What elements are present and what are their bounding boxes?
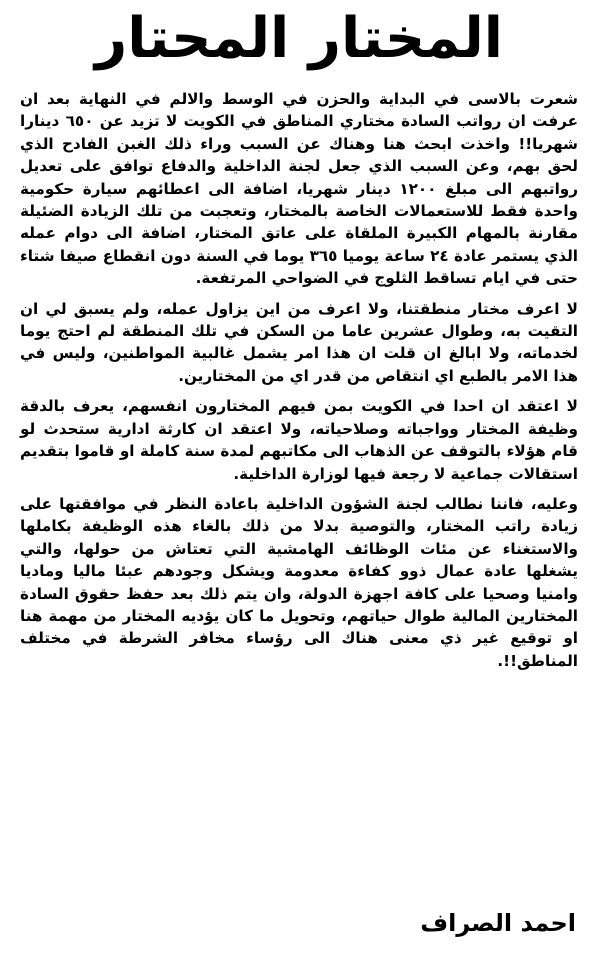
article-paragraph-3: لا اعتقد ان احدا في الكويت بمن فيهم المختارون انفسهم، يعرف بالدقة وظيفة المختار وواجباته وصلاحياته، ولا اعتقد ان كارثة ادارية ستحدث لو قام هؤلاء بالتوقف عن الذهاب الى مكاتبهم لمدة سنة كاملة او قاموا بتقديم استقالات جماعية لا رجعة فيها لوزارة الداخلية.: [20, 397, 578, 483]
article-headline: المختار المحتار: [95, 6, 503, 71]
author-signature: احمد الصراف: [420, 909, 576, 937]
article-body: [20, 88, 578, 672]
article-paragraph-2: لا اعرف مختار منطقتنا، ولا اعرف من اين يزاول عمله، ولم يسبق لي ان التقيت به، وطوال عشرين عاما من السكن في تلك المنطقة لم احتج يوما لخدماته، ولا ابالغ ان قلت ان هذا امر يشمل غالبية المواطنين، وليس في هذا الامر بالطبع اي انتقاص من قدر اي من المختارين.: [20, 299, 578, 385]
article-paragraph-1: شعرت بالاسى في البداية والحزن في الوسط والالم في النهاية بعد ان عرفت ان رواتب السادة مختاري المناطق في الكويت لا تزيد عن ٦٥٠ دينارا شهريا!! واخذت ابحث هنا وهناك عن السبب وراء ذلك الغبن الفادح الذي لحق بهم، وعن السبب الذي جعل لجنة الداخلية والدفاع توافق على تعديل رواتبهم الى مبلغ ١٢٠٠ دينار شهريا، اضافة الى اعطائهم سيارة حكومية واحدة فقط للاستعمالات الخاصة بالمختار، وتعجبت من تلك الزيادة الضئيلة مقارنة بالمهام الكبيرة الملقاة على عاتق المختار، اضافة الى دوام عمله الذي يستمر عادة ٢٤ ساعة يوميا ٣٦٥ يوما في السنة دون انقطاع صيفا شتاء حتى في ايام تساقط الثلوج في الضواحي المرتفعة.: [20, 90, 578, 288]
article-paragraph-4: وعليه، فاننا نطالب لجنة الشؤون الداخلية باعادة النظر في موافقتها على زيادة راتب المختار، والتوصية بدلا من ذلك بالغاء هذه الوظيفة بكاملها والاستغناء عن مئات الوظائف الهامشية التي تعتاش من حولها، والتي يشغلها عادة عمال ذوو كفاءة معدومة ويشكل وجودهم عبئا ماليا وماديا وامنيا وصحيا على كافة اجهزة الدولة، وان يتم ذلك بعد حفظ حقوق السادة المختارين المالية طوال حياتهم، وتحويل ما كان يؤديه المختار من مهمة هنا او توقيع غير ذي معنى هناك الى رؤساء مخافر الشرطة في مختلف المناطق!!.: [20, 494, 578, 670]
